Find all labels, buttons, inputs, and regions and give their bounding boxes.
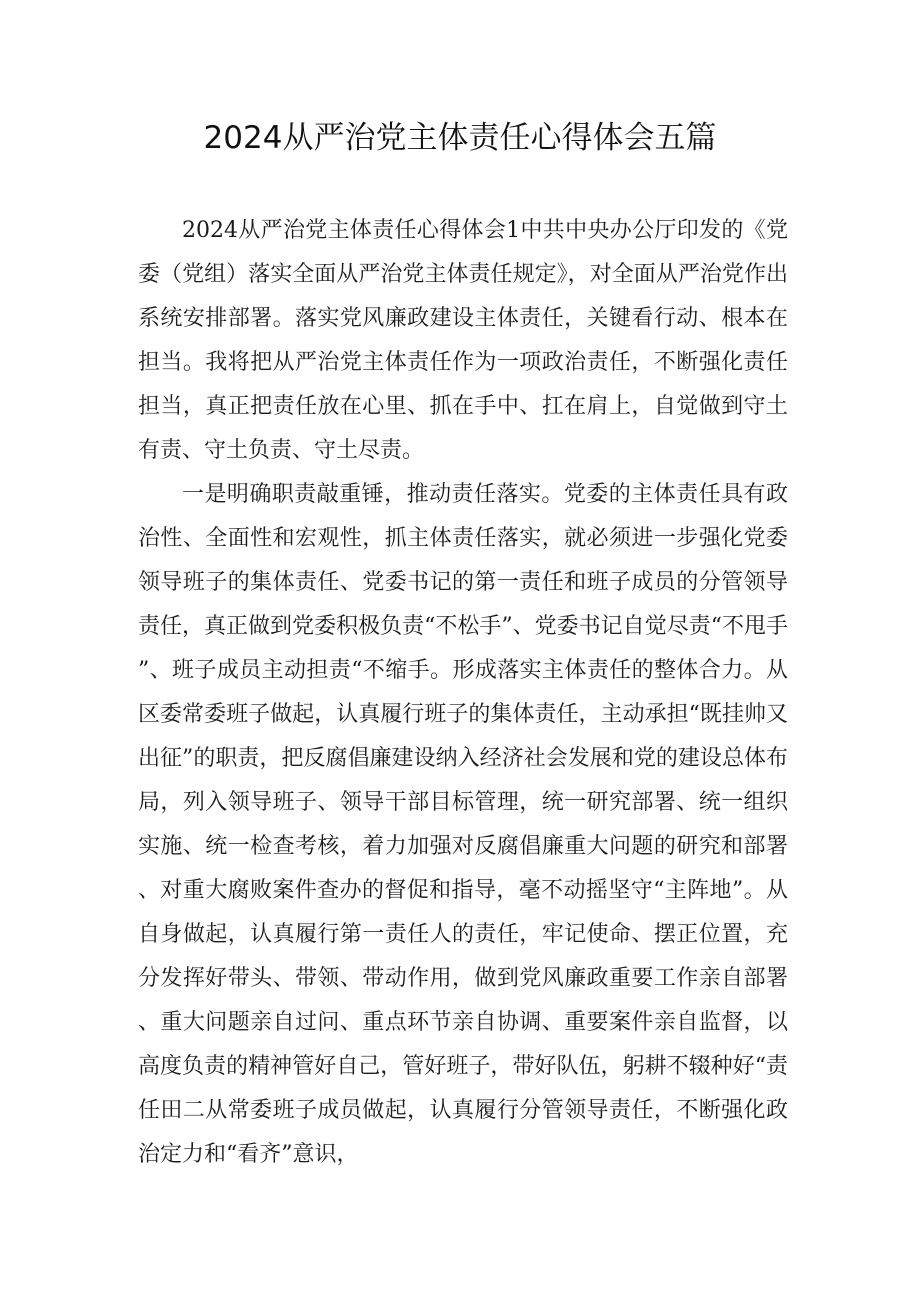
paragraph-point-one: 一是明确职责敲重锤，推动责任落实。党委的主体责任具有政治性、全面性和宏观性，抓主体责任落实，就必须进一步强化党委领导班子的集体责任、党委书记的第一责任和班子成员的分管领导责任，真正做到党委积极负责“不松手”、党委书记自觉尽责“不甩手”、班子成员主动担责“不缩手。形成落实主体责任的整体合力。从区委常委班子做起，认真履行班子的集体责任，主动承担“既挂帅又出征”的职责，把反腐倡廉建设纳入经济社会发展和党的建设总体布局，列入领导班子、领导干部目标管理，统一研究部署、统一组织实施、统一检查考核，着力加强对反腐倡廉重大问题的研究和部署、对重大腐败案件查办的督促和指导，毫不动摇坚守“主阵地”。从自身做起，认真履行第一责任人的责任，牢记使命、摆正位置，充分发挥好带头、带领、带动作用，做到党风廉政重要工作亲自部署、重大问题亲自过问、重点环节亲自协调、重要案件亲自监督，以高度负责的精神管好自己，管好班子，带好队伍，躬耕不辍种好“责任田二从常委班子成员做起，认真履行分管领导责任，不断强化政治定力和“看齐”意识， xyxy=(138,482,788,1167)
document-body xyxy=(138,209,788,1177)
document-title: 2024从严治党主体责任心得体会五篇 xyxy=(203,120,717,156)
paragraph-intro: 2024从严治党主体责任心得体会1中共中央办公厅印发的《党委（党组）落实全面从严治党主体责任规定》，对全面从严治党作出系统安排部署。落实党风廉政建设主体责任，关键看行动、根本在担当。我将把从严治党主体责任作为一项政治责任，不断强化责任担当，真正把责任放在心里、抓在手中、扛在肩上，自觉做到守土有责、守土负责、守土尽责。 xyxy=(138,218,788,463)
